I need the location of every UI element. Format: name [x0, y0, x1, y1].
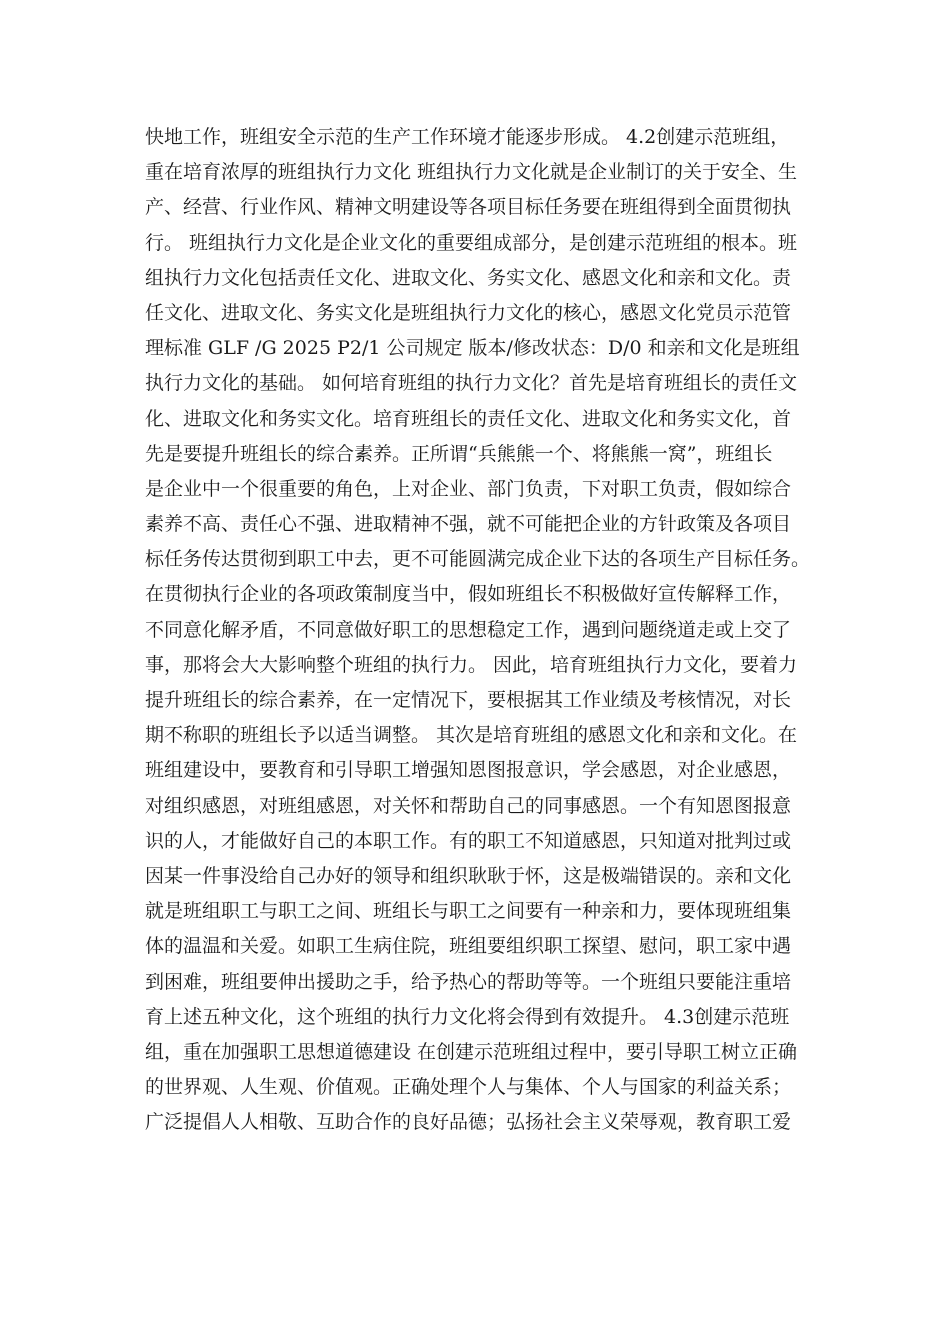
text-line: 对组织感恩，对班组感恩，对关怀和帮助自己的同事感恩。一个有知恩图报意: [145, 794, 792, 817]
text-line: 育上述五种文化，这个班组的执行力文化将会得到有效提升。 4.3创建示范班: [145, 1005, 790, 1028]
text-line: 重在培育浓厚的班组执行力文化 班组执行力文化就是企业制订的关于安全、生: [145, 161, 798, 184]
text-line: 先是要提升班组长的综合素养。正所谓“兵熊熊一个、将熊熊一窝”，班组长: [145, 442, 773, 465]
text-line: 在贯彻执行企业的各项政策制度当中，假如班组长不积极做好宣传解释工作，: [145, 583, 792, 606]
text-line: 任文化、进取文化、务实文化是班组执行力文化的核心，感恩文化党员示范管: [145, 301, 792, 324]
text-line: 组，重在加强职工思想道德建设 在创建示范班组过程中，要引导职工树立正确: [145, 1040, 798, 1063]
text-line: 快地工作，班组安全示范的生产工作环境才能逐步形成。 4.2创建示范班组，: [145, 126, 790, 148]
text-line: 组执行力文化包括责任文化、进取文化、务实文化、感恩文化和亲和文化。责: [145, 266, 792, 289]
text-line: 标任务传达贯彻到职工中去，更不可能圆满完成企业下达的各项生产目标任务。: [145, 548, 811, 571]
text-line: 事，那将会大大影响整个班组的执行力。 因此，培育班组执行力文化，要着力: [145, 653, 798, 676]
body-text: [145, 120, 815, 1140]
text-line: 行。 班组执行力文化是企业文化的重要组成部分，是创建示范班组的根本。班: [145, 231, 798, 254]
text-line: 化、进取文化和务实文化。培育班组长的责任文化、进取文化和务实文化，首: [145, 407, 792, 430]
text-line: 不同意化解矛盾，不同意做好职工的思想稳定工作，遇到问题绕道走或上交了: [145, 618, 792, 641]
text-line: 理标准 GLF /G 2025 P2/1 公司规定 版本/修改状态：D/0 和亲和文化是班组: [145, 337, 800, 360]
text-line: 产、经营、行业作风、精神文明建设等各项目标任务要在班组得到全面贯彻执: [145, 196, 792, 219]
text-line: 提升班组长的综合素养，在一定情况下，要根据其工作业绩及考核情况，对长: [145, 689, 792, 711]
text-line: 因某一件事没给自己办好的领导和组织耿耿于怀，这是极端错误的。亲和文化: [145, 864, 792, 887]
text-line: 的世界观、人生观、价值观。正确处理个人与集体、个人与国家的利益关系；: [145, 1076, 792, 1099]
text-line: 广泛提倡人人相敬、互助合作的良好品德；弘扬社会主义荣辱观，教育职工爱: [145, 1111, 792, 1134]
text-line: 就是班组职工与职工之间、班组长与职工之间要有一种亲和力，要体现班组集: [145, 900, 792, 923]
text-line: 体的温温和关爱。如职工生病住院，班组要组织职工探望、慰问，职工家中遇: [145, 935, 792, 958]
text-line: 是企业中一个很重要的角色，上对企业、部门负责，下对职工负责，假如综合: [145, 477, 792, 500]
text-line: 班组建设中，要教育和引导职工增强知恩图报意识，学会感恩，对企业感恩，: [145, 759, 792, 782]
text-line: 识的人，才能做好自己的本职工作。有的职工不知道感恩，只知道对批判过或: [145, 829, 792, 852]
text-line: 期不称职的班组长予以适当调整。 其次是培育班组的感恩文化和亲和文化。在: [145, 724, 798, 747]
text-line: 执行力文化的基础。 如何培育班组的执行力文化？首先是培育班组长的责任文: [145, 372, 798, 395]
text-line: 素养不高、责任心不强、进取精神不强，就不可能把企业的方针政策及各项目: [145, 513, 792, 536]
text-line: 到困难，班组要伸出援助之手，给予热心的帮助等等。一个班组只要能注重培: [145, 970, 792, 993]
